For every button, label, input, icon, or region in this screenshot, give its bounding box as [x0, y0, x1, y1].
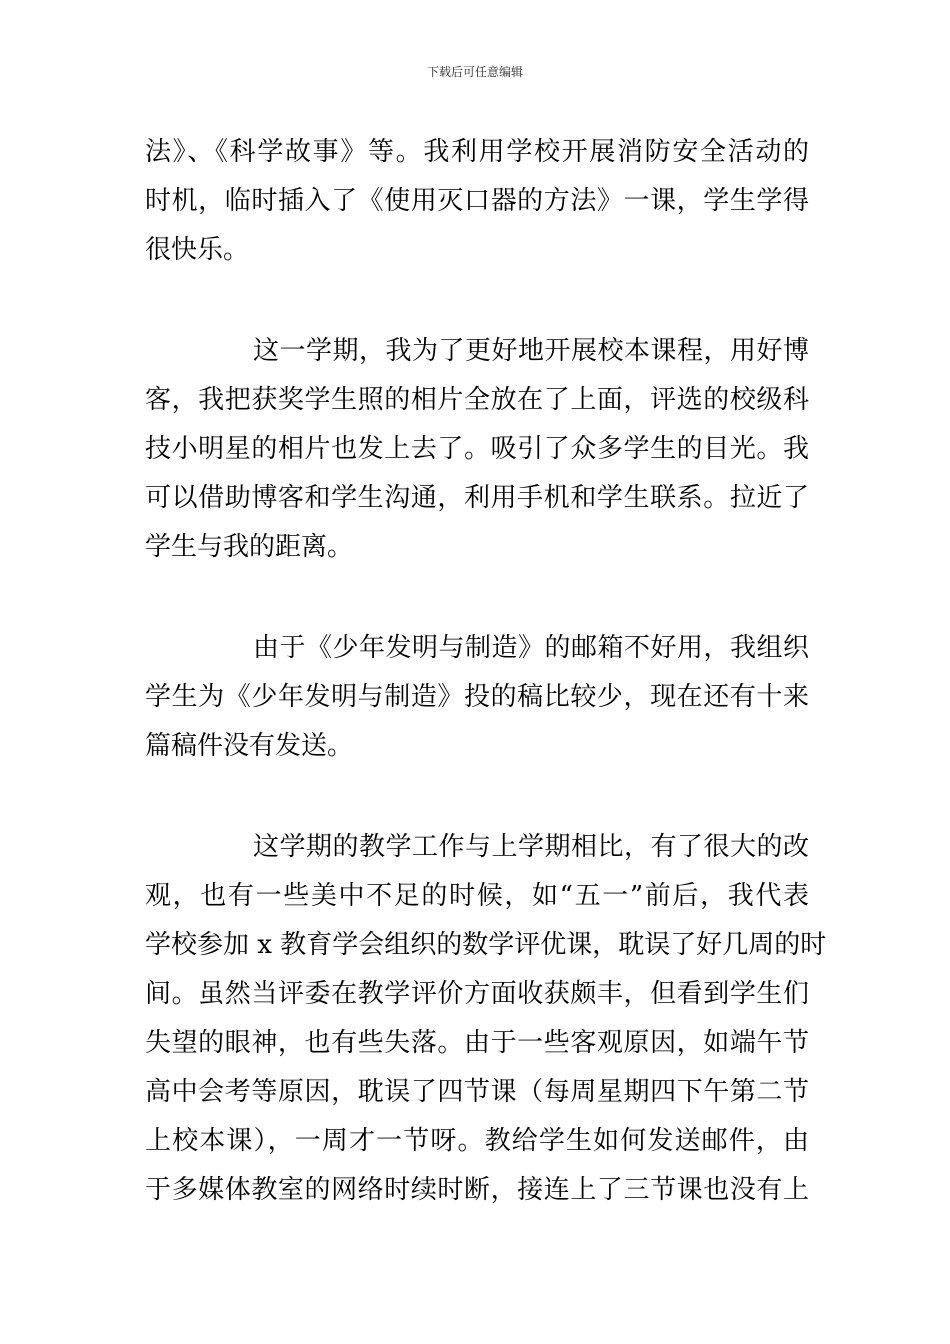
text-line: 时机，临时插入了《使用灭口器的方法》一课，学生学得	[145, 186, 809, 216]
text-line: 篇稿件没有发送。	[145, 731, 354, 761]
text-line: 高中会考等原因，耽误了四节课（每周星期四下午第二节	[145, 1077, 809, 1107]
document-body	[145, 128, 827, 1215]
text-line: 技小明星的相片也发上去了。吸引了众多学生的目光。我	[145, 434, 809, 464]
text-line: 法》、《科学故事》等。我利用学校开展消防安全活动的	[145, 137, 809, 167]
paragraph-gap	[145, 771, 809, 823]
text-line: 于多媒体教室的网络时续时断，接连上了三节课也没有上	[145, 1175, 809, 1205]
text-line: 可以借助博客和学生沟通，利用手机和学生联系。拉近了	[145, 483, 809, 513]
paragraph-gap	[145, 275, 809, 327]
text-line: 很快乐。	[145, 235, 250, 265]
text-line: 上校本课），一周才一节呀。教给学生如何发送邮件，由	[145, 1126, 809, 1156]
header-text: 下载后可任意编辑	[426, 65, 523, 79]
text-line: 学生与我的距离。	[145, 532, 354, 562]
page-header	[0, 64, 950, 80]
text-line: 这学期的教学工作与上学期相比，有了很大的改	[253, 832, 809, 862]
paragraph-2	[145, 327, 809, 572]
text-line: 客，我把获奖学生照的相片全放在了上面，评选的校级科	[145, 385, 809, 415]
paragraph-3	[145, 624, 809, 771]
text-line: 间。虽然当评委在教学评价方面收获颇丰，但看到学生们	[145, 979, 809, 1009]
paragraph-gap	[145, 572, 809, 624]
paragraph-1	[145, 128, 809, 275]
text-line: 失望的眼神，也有些失落。由于一些客观原因，如端午节	[145, 1028, 809, 1058]
text-line: 这一学期，我为了更好地开展校本课程，用好博	[253, 336, 809, 366]
text-line: 学生为《少年发明与制造》投的稿比较少，现在还有十来	[145, 682, 809, 712]
text-line: 观，也有一些美中不足的时候，如“五一”前后，我代表	[145, 881, 809, 911]
text-line: 学校参加 x 教育学会组织的数学评优课，耽误了好几周的时	[145, 930, 827, 960]
text-line: 由于《少年发明与制造》的邮箱不好用，我组织	[253, 633, 809, 663]
paragraph-4	[145, 823, 827, 1215]
